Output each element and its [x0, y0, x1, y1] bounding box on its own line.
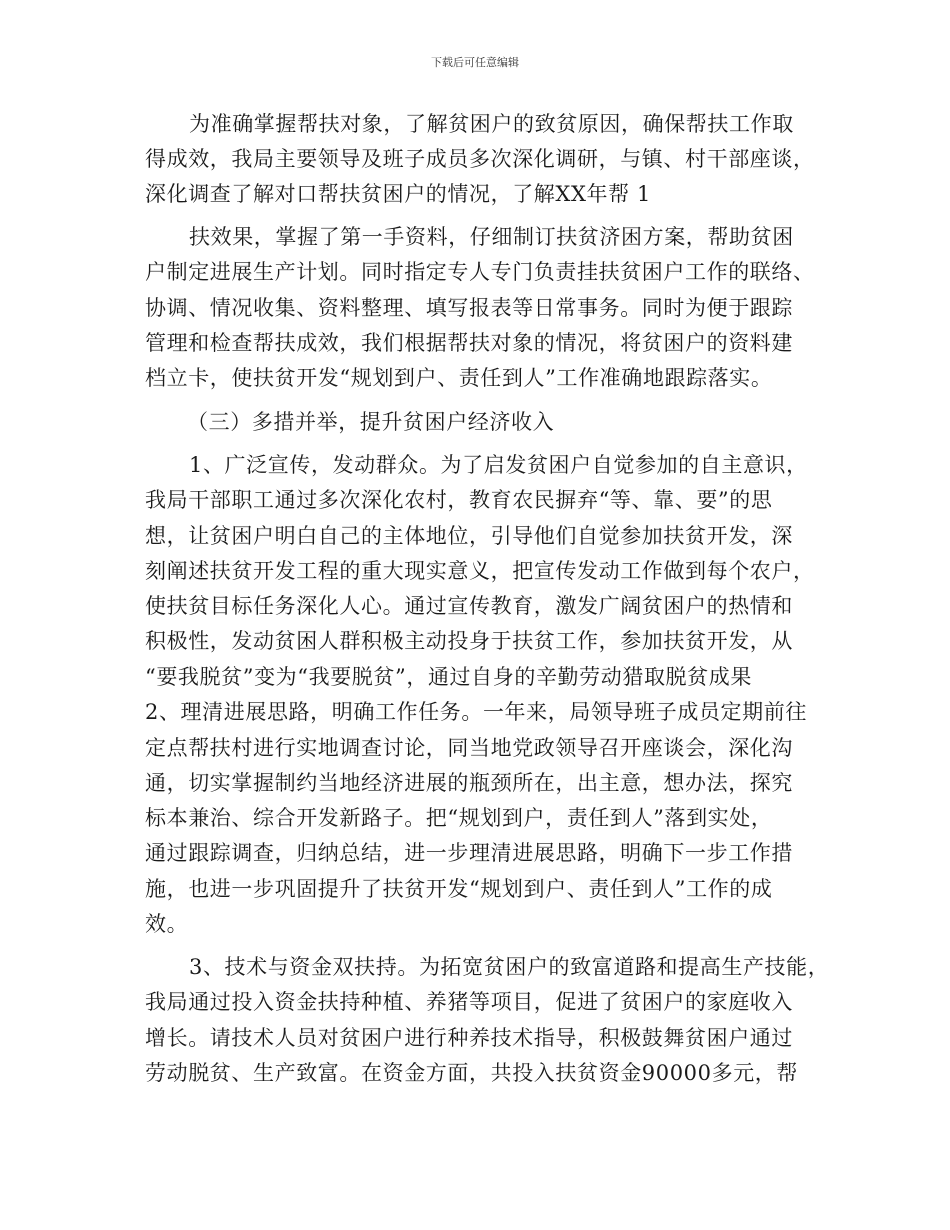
body-line: 得成效，我局主要领导及班子成员多次深化调研，与镇、村干部座谈， [145, 147, 815, 171]
body-line: 定点帮扶村进行实地调查讨论，同当地党政领导召开座谈会，深化沟 [145, 736, 793, 760]
body-line: 通，切实掌握制约当地经济进展的瓶颈所在，出主意，想办法，探究 [145, 771, 793, 795]
body-line: 刻阐述扶贫开发工程的重大现实意义，把宣传发动工作做到每个农户， [145, 559, 815, 583]
body-line: 1、广泛宣传，发动群众。为了启发贫困户自觉参加的自主意识， [189, 453, 808, 477]
body-line: 劳动脱贫、生产致富。在资金方面，共投入扶贫资金90000多元，帮 [145, 1061, 799, 1085]
body-line: 管理和检查帮扶成效，我们根据帮扶对象的情况，将贫困户的资料建 [145, 331, 793, 355]
body-line: 想，让贫困户明白自己的主体地位，引导他们自觉参加扶贫开发，深 [145, 524, 793, 548]
body-line: 我局通过投入资金扶持种植、养猪等项目，促进了贫困户的家庭收入 [145, 990, 793, 1014]
section-heading: （三）多措并举，提升贫困户经济收入 [187, 410, 555, 434]
body-line: 为准确掌握帮扶对象，了解贫困户的致贫原因，确保帮扶工作取 [189, 112, 794, 136]
body-line: 我局干部职工通过多次深化农村，教育农民摒弃“等、靠、要”的思 [145, 488, 773, 512]
body-line: 标本兼治、综合开发新路子。把“规划到户，责任到人”落到实处， [145, 806, 773, 830]
body-line: 协调、情况收集、资料整理、填写报表等日常事务。同时为便于跟踪 [145, 296, 793, 320]
body-line: 2、理清进展思路，明确工作任务。一年来，局领导班子成员定期前往 [145, 700, 807, 724]
body-line: 增长。请技术人员对贫困户进行种养技术指导，积极鼓舞贫困户通过 [145, 1026, 793, 1050]
body-line: 3、技术与资金双扶持。为拓宽贫困户的致富道路和提高生产技能， [189, 955, 830, 979]
body-line: 深化调查了解对口帮扶贫困户的情况，了解XX年帮 1 [145, 182, 651, 206]
body-line: 施，也进一步巩固提升了扶贫开发“规划到户、责任到人”工作的成 [145, 877, 773, 901]
body-line: 使扶贫目标任务深化人心。通过宣传教育，激发广阔贫困户的热情和 [145, 594, 793, 618]
body-line: “要我脱贫”变为“我要脱贫”，通过自身的辛勤劳动猎取脱贫成果 [145, 665, 752, 689]
page-header: 下载后可任意编辑 [431, 56, 519, 69]
body-line: 扶效果，掌握了第一手资料，仔细制订扶贫济困方案，帮助贫困 [189, 225, 794, 249]
body-line: 通过跟踪调查，归纳总结，进一步理清进展思路，明确下一步工作措 [145, 841, 793, 865]
body-line: 积极性，发动贫困人群积极主动投身于扶贫工作，参加扶贫开发，从 [145, 629, 793, 653]
body-line: 档立卡，使扶贫开发“规划到户、责任到人”工作准确地跟踪落实。 [145, 366, 773, 390]
body-line: 效。 [145, 912, 189, 936]
body-line: 户制定进展生产计划。同时指定专人专门负责挂扶贫困户工作的联络、 [145, 260, 815, 284]
